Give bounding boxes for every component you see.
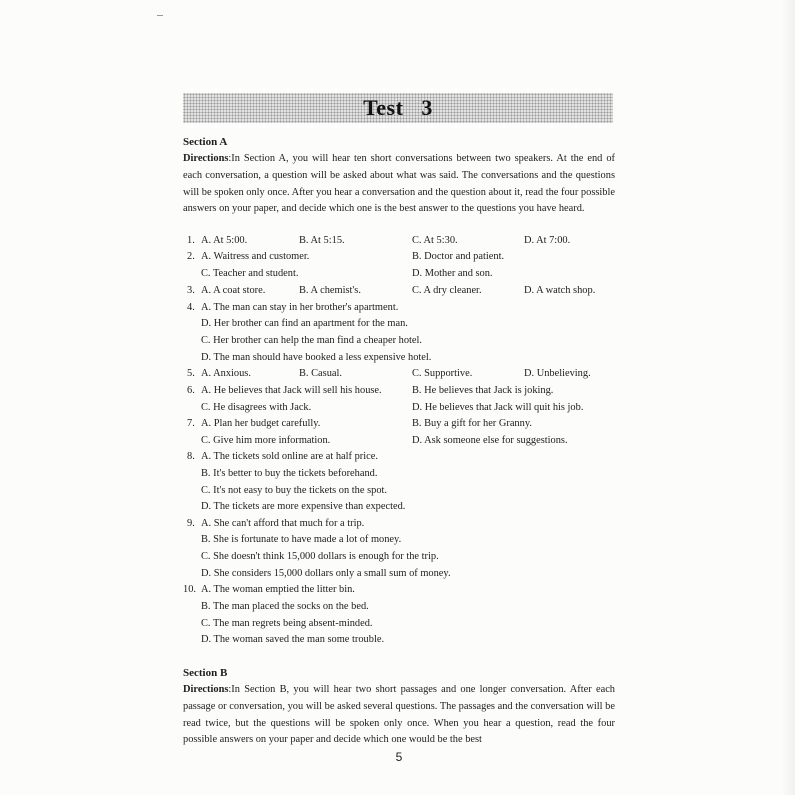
option-d: D. The man should have booked a less expensive hotel.: [201, 352, 432, 363]
question-number: 4.: [187, 302, 195, 313]
option-b: B. It's better to buy the tickets beforehand.: [201, 468, 378, 479]
option-d: D. At 7:00.: [524, 235, 571, 246]
option-b: B. She is fortunate to have made a lot of money.: [201, 534, 402, 545]
option-b: B. At 5:15.: [299, 235, 345, 246]
option-d: D. Unbelieving.: [524, 368, 591, 379]
option-c: C. She doesn't think 15,000 dollars is enough for the trip.: [201, 551, 439, 562]
directions-text: :In Section B, you will hear two short passages and one longer conversation. After each passage or conversation, you will be asked several questions. The passages and the conversation will be read twice, but the questions will be spoken only once. When you hear a question, read the four possible answers on your paper and decide which one would be the best: [183, 684, 615, 746]
question-number: 6.: [187, 385, 195, 396]
option-c: C. At 5:30.: [412, 235, 458, 246]
option-d: D. She considers 15,000 dollars only a small sum of money.: [201, 568, 451, 579]
section-a-heading: Section A: [183, 136, 228, 148]
option-a: A. The tickets sold online are at half price.: [201, 451, 378, 462]
option-c: C. Teacher and student.: [201, 268, 299, 279]
option-d: D. He believes that Jack will quit his job.: [412, 402, 584, 413]
option-d: D. Mother and son.: [412, 268, 493, 279]
option-b: D. Her brother can find an apartment for the man.: [201, 318, 408, 329]
option-d: D. The tickets are more expensive than expected.: [201, 501, 406, 512]
section-a-directions: [183, 151, 615, 218]
section-b-directions: [183, 682, 615, 749]
option-c: C. Supportive.: [412, 368, 473, 379]
option-a: A. Plan her budget carefully.: [201, 418, 321, 429]
option-b: B. A chemist's.: [299, 285, 361, 296]
question-number: 5.: [187, 368, 195, 379]
option-c: C. Her brother can help the man find a cheaper hotel.: [201, 335, 422, 346]
option-d: D. A watch shop.: [524, 285, 596, 296]
option-c: C. Give him more information.: [201, 435, 331, 446]
option-a: A. She can't afford that much for a trip.: [201, 518, 365, 529]
question-number: 9.: [187, 518, 195, 529]
option-a: A. Waitress and customer.: [201, 251, 310, 262]
option-d: D. The woman saved the man some trouble.: [201, 634, 385, 645]
option-c: C. A dry cleaner.: [412, 285, 482, 296]
scan-mark: [157, 15, 163, 16]
option-a: A. The woman emptied the litter bin.: [201, 584, 355, 595]
question-number: 3.: [187, 285, 195, 296]
option-a: A. Anxious.: [201, 368, 251, 379]
option-a: A. A coat store.: [201, 285, 266, 296]
option-b: B. Buy a gift for her Granny.: [412, 418, 532, 429]
option-c: C. He disagrees with Jack.: [201, 402, 312, 413]
option-c: C. The man regrets being absent-minded.: [201, 618, 373, 629]
option-b: B. He believes that Jack is joking.: [412, 385, 554, 396]
directions-text: :In Section A, you will hear ten short conversations between two speakers. At the end of each conversation, a question will be asked about what was said. The conversations and the questions will be spoken only once. After you hear a conversation and the question about it, read the four possible answers on your paper, and decide which one is the best answer to the questions you have heard.: [183, 153, 615, 215]
directions-label: Directions: [183, 153, 229, 164]
option-b: B. Casual.: [299, 368, 343, 379]
section-b-heading: Section B: [183, 667, 228, 679]
question-number: 7.: [187, 418, 195, 429]
question-number: 1.: [187, 235, 195, 246]
option-a: A. He believes that Jack will sell his house.: [201, 385, 382, 396]
question-number: 8.: [187, 451, 195, 462]
option-d: D. Ask someone else for suggestions.: [412, 435, 568, 446]
test-title: Test 3: [363, 95, 433, 120]
option-a: A. The man can stay in her brother's apartment.: [201, 302, 399, 313]
option-c: C. It's not easy to buy the tickets on the spot.: [201, 485, 387, 496]
option-b: B. Doctor and patient.: [412, 251, 505, 262]
question-number: 2.: [187, 251, 195, 262]
option-a: A. At 5:00.: [201, 235, 248, 246]
option-b: B. The man placed the socks on the bed.: [201, 601, 369, 612]
page-edge-shadow: [781, 0, 795, 795]
page-number: 5: [395, 750, 403, 764]
question-number: 10.: [183, 584, 196, 595]
directions-label: Directions: [183, 684, 229, 695]
